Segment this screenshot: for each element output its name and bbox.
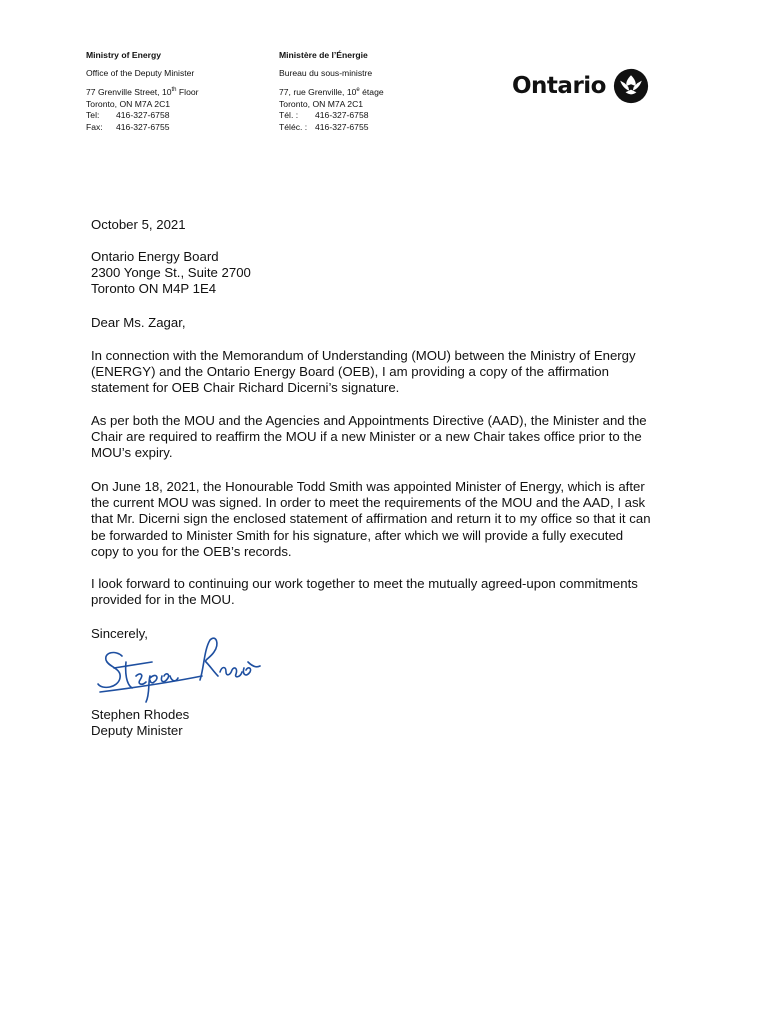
closing: Sincerely,: [91, 626, 148, 641]
paragraph-4: [91, 576, 691, 608]
fax-en: Fax: 416-327-6755: [86, 121, 170, 132]
paragraph-line: statement for OEB Chair Richard Dicerni’s signature.: [91, 380, 400, 396]
logo-wordmark: Ontario: [512, 73, 606, 99]
paragraph-3: [91, 479, 691, 560]
paragraph-line: In connection with the Memorandum of Understanding (MOU) between the Ministry of Energy: [91, 348, 636, 363]
recipient-line: Toronto ON M4P 1E4: [91, 281, 217, 297]
paragraph-line: As per both the MOU and the Agencies and Appointments Directive (AAD), the Minister and the: [91, 413, 647, 428]
trillium-icon: [613, 68, 649, 104]
address-line2-fr: Toronto, ON M7A 2C1: [279, 98, 364, 109]
ministry-name-fr: Ministère de l’Énergie: [279, 50, 368, 60]
address-line2-en: Toronto, ON M7A 2C1: [86, 98, 171, 109]
office-name-en: Office of the Deputy Minister: [86, 67, 195, 78]
recipient-address: [91, 249, 691, 298]
letterhead-english: [86, 50, 199, 134]
paragraph-line: Chair are required to reaffirm the MOU if a new Minister or a new Chair takes office prior to the: [91, 429, 642, 445]
fax-fr: Téléc. : 416-327-6755: [279, 121, 369, 132]
letter-date: October 5, 2021: [91, 217, 186, 232]
paragraph-line: On June 18, 2021, the Honourable Todd Smith was appointed Minister of Energy, which is after: [91, 479, 645, 494]
address-line1-en: 77 Grenville Street, 10th Floor: [86, 87, 199, 98]
recipient-line: 2300 Yonge St., Suite 2700: [91, 265, 251, 281]
paragraph-line: provided for in the MOU.: [91, 592, 235, 608]
paragraph-1: [91, 348, 691, 397]
paragraph-line: MOU’s expiry.: [91, 445, 173, 461]
paragraph-line: the current MOU was signed. In order to meet the requirements of the MOU and the AAD, I ask: [91, 495, 646, 511]
letterhead-french: [279, 50, 384, 134]
ministry-name-en: Ministry of Energy: [86, 50, 161, 60]
phone-en: Tel: 416-327-6758: [86, 110, 170, 121]
paragraph-line: be forwarded to Minister Smith for his signature, after which we will provide a fully executed: [91, 527, 624, 543]
signer-title: Deputy Minister: [91, 723, 183, 739]
paragraph-line: (ENERGY) and the Ontario Energy Board (OEB), I am providing a copy of the affirmation: [91, 364, 609, 380]
paragraph-line: copy to you for the OEB’s records.: [91, 543, 292, 559]
signature-block: [91, 707, 691, 739]
signature-image: [92, 632, 262, 704]
paragraph-line: I look forward to continuing our work together to meet the mutually agreed-upon commitments: [91, 576, 638, 591]
address-line1-fr: 77, rue Grenville, 10e étage: [279, 87, 384, 98]
recipient-line: Ontario Energy Board: [91, 249, 219, 264]
ontario-logo: [512, 66, 649, 106]
office-name-fr: Bureau du sous-ministre: [279, 67, 373, 78]
paragraph-2: [91, 413, 691, 462]
paragraph-line: that Mr. Dicerni sign the enclosed statement of affirmation and return it to my office so that it can: [91, 511, 651, 527]
signer-name: Stephen Rhodes: [91, 707, 190, 722]
salutation: Dear Ms. Zagar,: [91, 315, 186, 330]
phone-fr: Tél. : 416-327-6758: [279, 110, 369, 121]
